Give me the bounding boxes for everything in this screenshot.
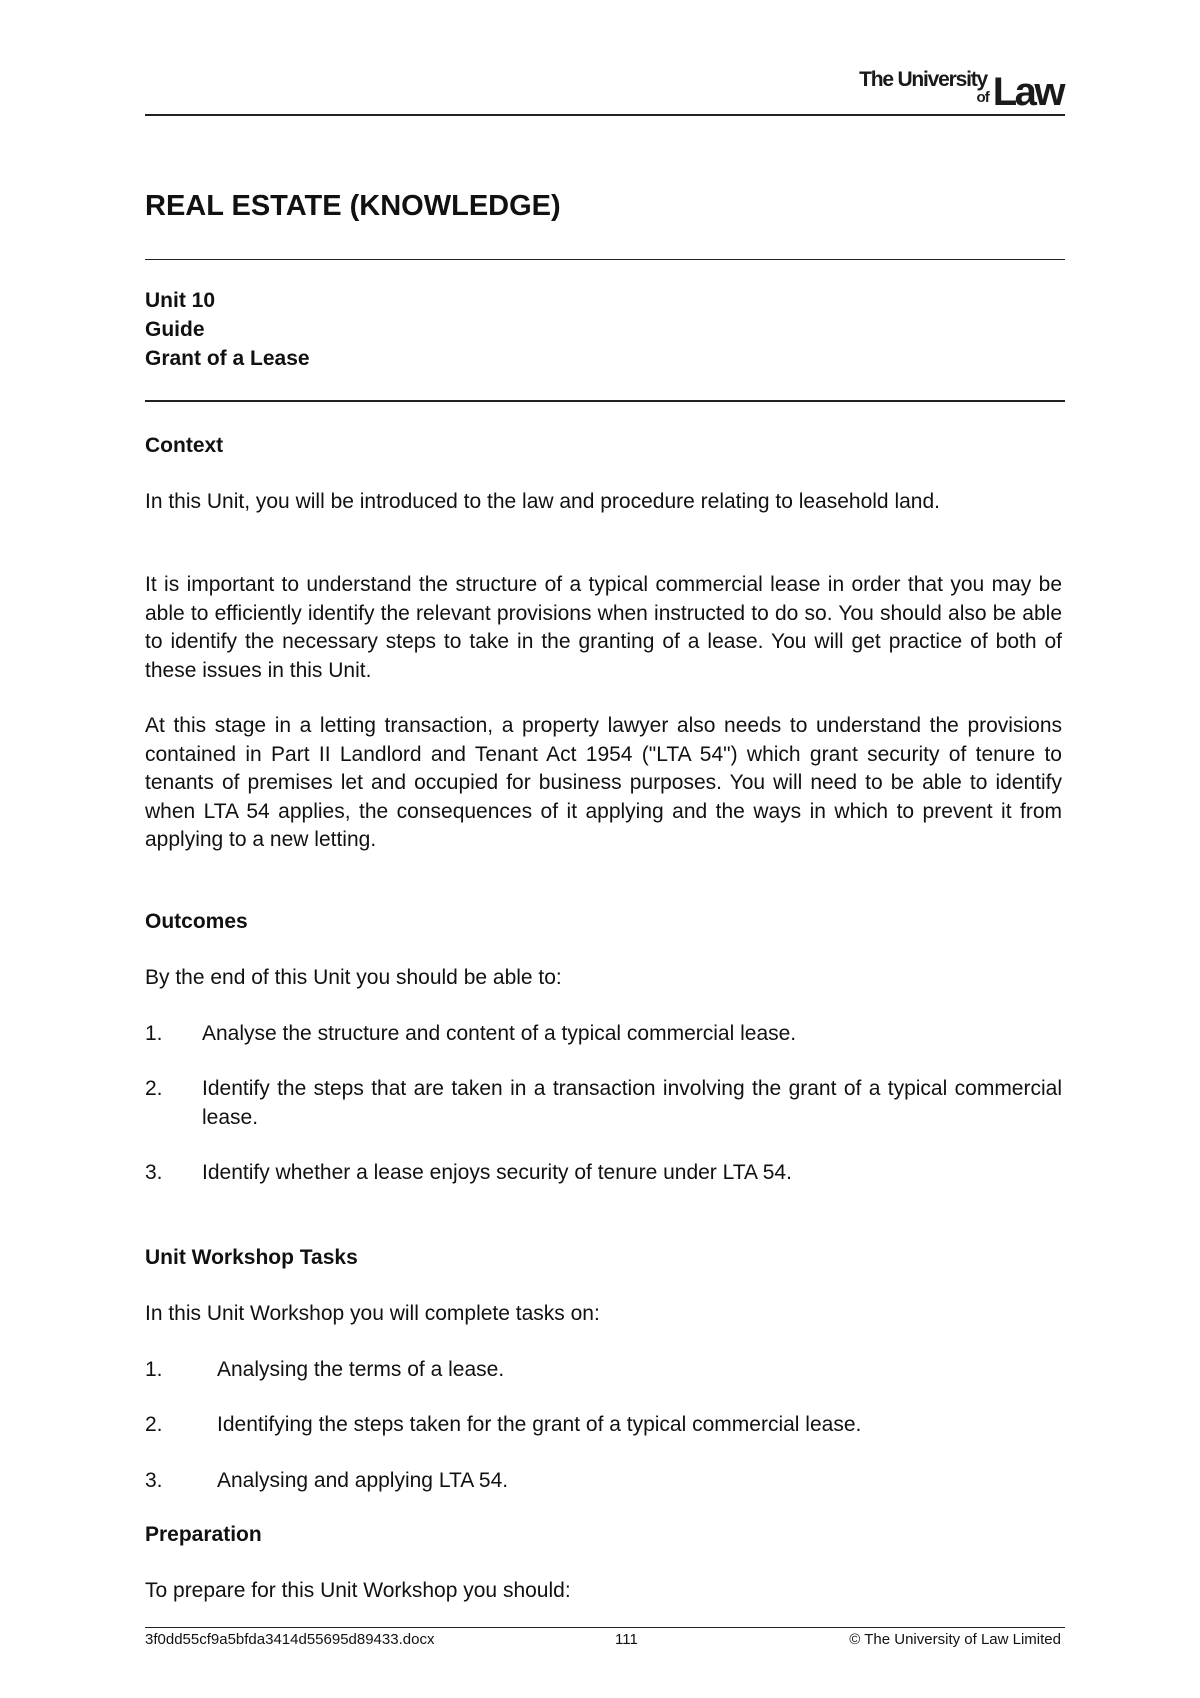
- logo-law: Law: [992, 70, 1063, 114]
- document-title: REAL ESTATE (KNOWLEDGE): [145, 190, 561, 222]
- context-paragraph-2: It is important to understand the structure of a typical commercial lease in order that you may be able to efficiently identify the relevant provisions when instructed to do so. You should also be able to identify the necessary steps to take in the granting of a lease. You will get practice of both of these issues in this Unit.: [145, 573, 1062, 682]
- outcome-text: Analyse the structure and content of a typical commercial lease.: [202, 1022, 797, 1045]
- workshop-number: 3.: [145, 1469, 163, 1492]
- footer-rule: [145, 1627, 1065, 1628]
- workshop-number: 1.: [145, 1358, 163, 1381]
- outcomes-heading: Outcomes: [145, 910, 248, 933]
- unit-info: [145, 286, 310, 373]
- header-rule: [145, 114, 1065, 116]
- workshop-text: Analysing the terms of a lease.: [217, 1358, 505, 1381]
- footer-page-number: 111: [615, 1631, 638, 1648]
- university-of-law-logo: [845, 62, 1065, 114]
- outcome-number: 1.: [145, 1022, 163, 1045]
- outcome-number: 3.: [145, 1161, 163, 1184]
- workshop-heading: Unit Workshop Tasks: [145, 1246, 358, 1269]
- workshop-intro: In this Unit Workshop you will complete tasks on:: [145, 1302, 600, 1325]
- document-page: [145, 0, 1065, 1698]
- logo-line1: The University: [859, 68, 987, 91]
- unit-rule: [145, 400, 1065, 402]
- footer-filename: 3f0dd55cf9a5bfda3414d55695d89433.docx: [145, 1631, 435, 1648]
- workshop-text: Analysing and applying LTA 54.: [217, 1469, 509, 1492]
- outcome-number: 2.: [145, 1077, 163, 1100]
- preparation-intro: To prepare for this Unit Workshop you should:: [145, 1579, 571, 1602]
- workshop-text: Identifying the steps taken for the grant of a typical commercial lease.: [217, 1413, 862, 1436]
- outcomes-intro: By the end of this Unit you should be able to:: [145, 966, 562, 989]
- context-paragraph-1: In this Unit, you will be introduced to the law and procedure relating to leasehold land.: [145, 490, 940, 513]
- workshop-number: 2.: [145, 1413, 163, 1436]
- preparation-heading: Preparation: [145, 1523, 262, 1546]
- context-paragraph-3: At this stage in a letting transaction, a property lawyer also needs to understand the provisions contained in Part II Landlord and Tenant Act 1954 ("LTA 54") which grant security of tenure to tenants of premises let and occupied for business purposes. You will need to be able to identify when LTA 54 applies, the consequences of it applying and the ways in which to prevent it from applying to a new letting.: [145, 714, 1062, 851]
- outcome-text: Identify whether a lease enjoys security of tenure under LTA 54.: [202, 1161, 792, 1184]
- outcome-text: Identify the steps that are taken in a transaction involving the grant of a typical commercial lease.: [202, 1077, 1062, 1129]
- unit-name: Grant of a Lease: [145, 347, 310, 370]
- title-rule: [145, 259, 1065, 260]
- unit-type: Guide: [145, 318, 205, 341]
- logo-of: of: [976, 89, 989, 106]
- unit-number: Unit 10: [145, 289, 216, 312]
- footer-copyright: © The University of Law Limited: [849, 1631, 1061, 1648]
- context-heading: Context: [145, 434, 224, 457]
